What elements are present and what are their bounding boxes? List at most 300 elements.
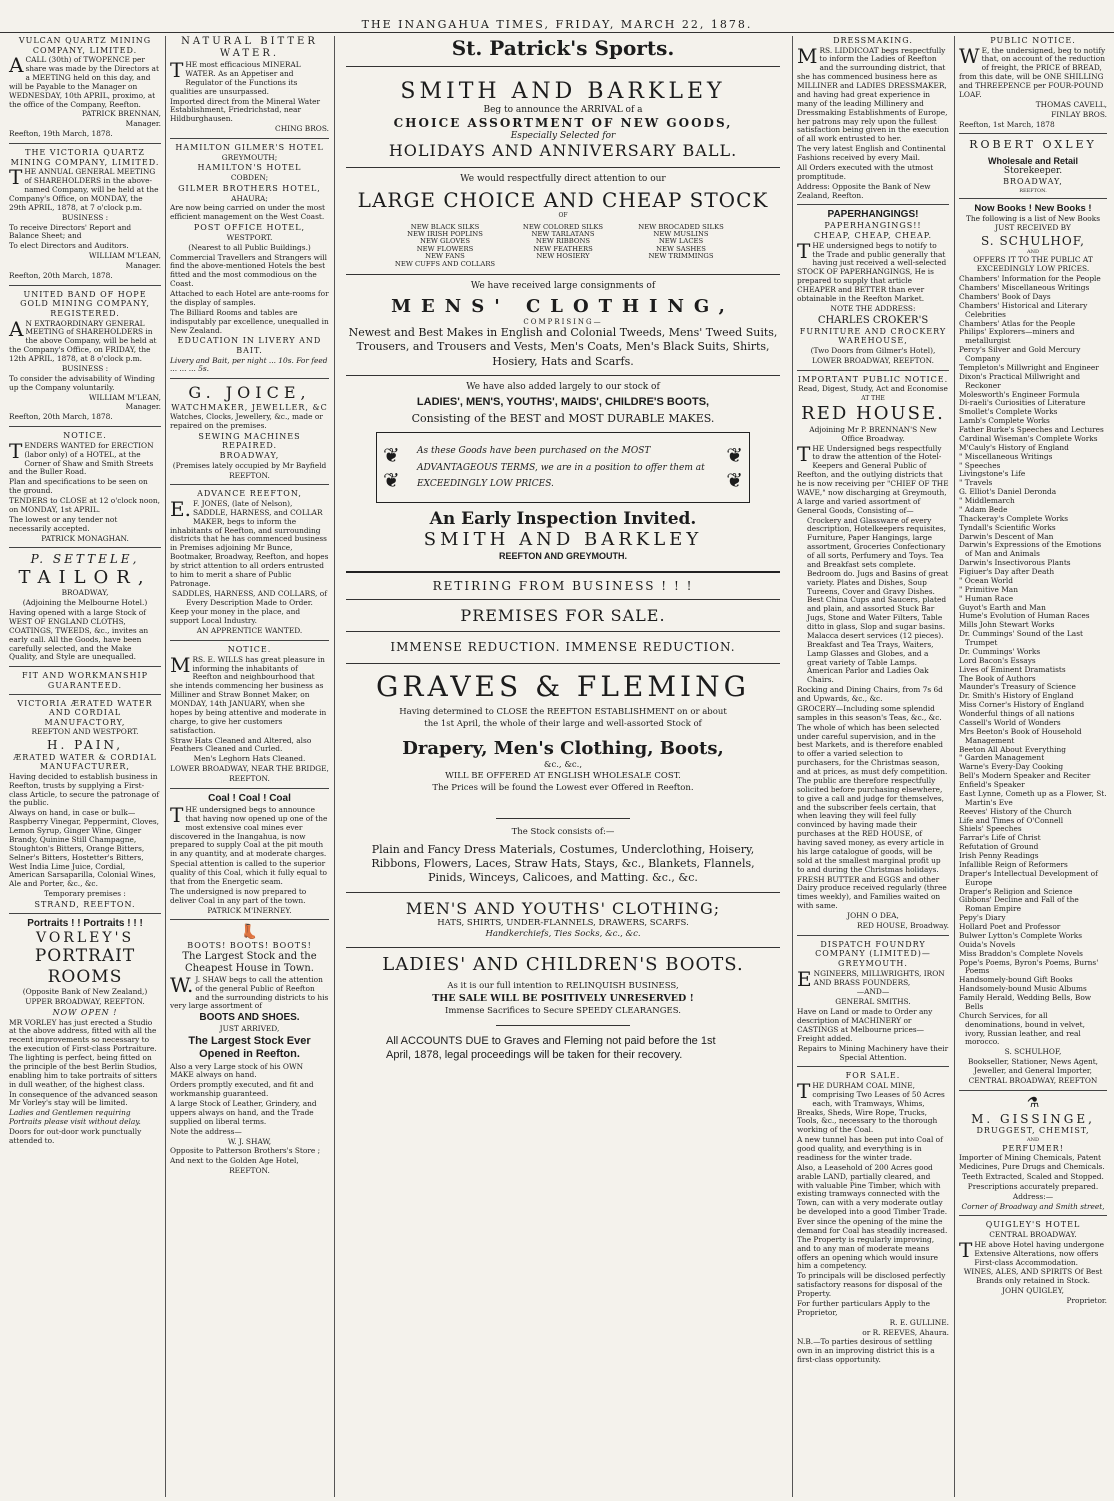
ad-body: Watches, Clocks, Jewellery, &c., made or repaired on the premises. xyxy=(170,412,323,430)
book-list-item: Dr. Smith's History of England xyxy=(959,691,1074,701)
ad-stock: Always on hand, in case or bulk—Raspberry Vinegar, Peppermint, Cloves, Lemon Syrup, Ginger Wine, Ginger Brandy, Quinine Still Champagne, Stoughton's Bitters, Orange Bitters, Selner's Bitters, Hostetter's Bitters, West India Lime Juice, Cordial, American Sarsaparilla, Colonial Wines, Ale and Porter, &c., &c. xyxy=(9,808,159,889)
book-list-item: Handsomely-bound Music Albums xyxy=(959,984,1087,994)
column-1 xyxy=(6,36,164,1497)
ad-text: And next to the Golden Age Hotel, xyxy=(170,1156,299,1166)
book-list-item: Gibbons' Decline and Fall of the Roman Empire xyxy=(959,895,1079,914)
ad-date: Reefton, 20th March, 1878. xyxy=(9,412,113,422)
ad-body: W.J. SHAW begs to call the attention of the general Public of Reefton and the surrounding districts to his very large assortment of xyxy=(170,972,329,1011)
ad-arrived: JUST ARRIVED, xyxy=(219,1024,280,1034)
divider xyxy=(346,892,780,893)
ad-sacrifices: Immense Sacrifices to Secure SPEEDY CLEARANGES. xyxy=(445,1005,681,1016)
book-list xyxy=(959,275,1107,1047)
ad-plain: Plain and Fancy Dress Materials, Costumes, Underclothing, Hoisery, Ribbons, Flowers, Laces, Straw Hats, Stays, &c., Blankets, Flannels, Pinids, Winceys, Calicoes, and Matting. &c., &c. xyxy=(371,842,755,885)
ad-coal xyxy=(170,793,329,921)
ad-trade: DRUGGEST, CHEMIST, xyxy=(976,1125,1090,1135)
ad-town: REEFTON. xyxy=(229,774,270,784)
ad-title: UNITED BAND OF HOPE GOLD MINING COMPANY, REGISTERED. xyxy=(20,289,150,318)
book-list-item: Molesworth's Engineer Formula xyxy=(959,389,1080,399)
ad-text: The Billiard Rooms and tables are indisputably par excellence, unequalled in New Zealand. xyxy=(170,307,329,335)
book-list-item: Cardinal Wiseman's Complete Works xyxy=(959,433,1098,443)
book-list-item: Bulwer Lytton's Complete Works xyxy=(959,930,1083,940)
ad-name: VORLEY'S xyxy=(35,929,135,946)
divider xyxy=(496,818,630,819)
ad-of: OF xyxy=(558,212,568,220)
ad-body: Are now being carried on under the most efficient management on the West Coast. xyxy=(170,203,325,222)
ad-date: Reefton, 1st March, 1878 xyxy=(959,119,1055,129)
ad-opposite: (Opposite Bank of New Zealand,) xyxy=(22,987,148,997)
ad-intro: The following is a list of New Books JUST RECEIVED BY xyxy=(965,214,1101,233)
ad-signature: FINLAY BROS. xyxy=(1051,109,1107,119)
ad-oxley xyxy=(959,138,1107,198)
silk-item: NEW RIBBONS xyxy=(535,237,591,246)
ad-prices: Livery and Bait, per night ... 10s. For feed ... ... ... 5s. xyxy=(170,355,328,374)
ad-title: SEWING MACHINES REPAIRED. xyxy=(198,431,301,451)
ad-body: MRS. E. WILLS has great pleasure in informing the inhabitants of Reefton and neighbourhood that she intends commencing her business as Milliner and Straw Bonnet Maker, on MONDAY, 14th JANUARY, when she hopes by being attentive and moderate in charge, to give her customers satisfaction. xyxy=(170,652,327,735)
ad-title: NOTICE. xyxy=(63,431,107,441)
book-list-item: Draper's Religion and Science xyxy=(959,886,1073,896)
book-list-item: Chambers' Historical and Literary Celebrities xyxy=(959,300,1088,319)
book-list-item: Dixon's Practical Millwright and Reckoner xyxy=(959,371,1081,390)
book-list-item: Chambers' Atlas for the People xyxy=(959,318,1076,328)
ad-notice xyxy=(9,431,161,548)
silk-item: NEW CUFFS AND COLLARS xyxy=(394,259,496,268)
book-list-item: Miss Braddon's Complete Novels xyxy=(959,948,1083,958)
ad-title: VULCAN QUARTZ MINING COMPANY, LIMITED. xyxy=(18,36,152,55)
book-list-item: G. Elliot's Daniel Deronda xyxy=(959,487,1057,497)
ad-youths: MEN'S AND YOUTHS' CLOTHING; xyxy=(405,898,721,918)
ad-joice xyxy=(170,383,329,485)
ornament-icon: ❦ xyxy=(383,443,400,468)
ad-firm2: SMITH AND BARKLEY xyxy=(423,529,703,551)
ad-dressmaking xyxy=(797,36,949,205)
ad-title: DRESSMAKING. xyxy=(833,36,913,45)
ad-doors: (Two Doors from Gilmer's Hotel), xyxy=(810,345,936,355)
ad-etc: &c., &c., xyxy=(543,759,583,770)
ad-hope xyxy=(9,290,161,427)
divider xyxy=(346,167,780,168)
ornament-icon: ❦ xyxy=(726,443,743,468)
ad-text: All Orders executed with the utmost promptitude. xyxy=(797,162,934,181)
ad-text: For further particulars Apply to the Proprietor, xyxy=(797,1298,930,1317)
ad-town: REEFTON. xyxy=(229,470,270,480)
ad-red-house xyxy=(797,375,949,936)
ad-street: CENTRAL BROADWAY, REEFTON xyxy=(968,1075,1098,1085)
ad-for-sale xyxy=(797,1071,949,1369)
ad-signature: PATRICK MONAGHAN. xyxy=(41,533,129,543)
ad-open: NOW OPEN ! xyxy=(52,1007,118,1017)
ad-body: Having decided to establish business in Reefton, trusts by supplying a First-class Article, to secure the patronage of the public. xyxy=(9,771,160,808)
ad-body: THE undersigned begs to notify to the Trade and public generally that having just received a well-selected STOCK OF PAPERHANGINGS, He is prepared to supply that article CHEAPER and BETTER than ever obtainable in the Reefton Market. xyxy=(797,238,947,303)
book-list-item: Refutation of Ground xyxy=(959,842,1039,852)
ad-graves-fleming xyxy=(346,579,780,1066)
book-list-item: Darwin's Insectivorous Plants xyxy=(959,558,1071,568)
ad-trade: Wholesale and Retail xyxy=(987,155,1079,166)
ad-boxed xyxy=(376,432,750,503)
ad-text: A new tunnel has been put into Coal of good quality, and everything is in readiness for the winter trade. xyxy=(797,1135,943,1162)
ad-title: QUIGLEY'S HOTEL xyxy=(985,1220,1081,1230)
ad-towns: REEFTON AND GREYMOUTH. xyxy=(498,550,627,561)
ad-street: BROADWAY, xyxy=(219,451,280,461)
mortar-pestle-icon: ⚗ xyxy=(1026,1094,1040,1111)
ad-street: UPPER BROADWAY, REEFTON. xyxy=(25,997,145,1007)
ad-title: FOR SALE. xyxy=(845,1071,901,1081)
silk-item: NEW MUSLINS xyxy=(653,230,709,239)
ad-name: M. GISSINGE, xyxy=(971,1111,1095,1126)
book-list-item: Cassell's World of Wonders xyxy=(959,717,1061,727)
ad-text: Address: Opposite the Bank of New Zealand, Reefton. xyxy=(797,181,931,200)
ad-body: AN EXTRAORDINARY GENERAL MEETING of SHAREHOLDERS in the above Company, will be held at the Company's Office, on FRIDAY, the 12th APRIL, 1878, at 8 o'clock p.m. xyxy=(9,316,157,364)
column-4 xyxy=(794,36,952,1497)
ad-large: LARGE CHOICE AND CHEAP STOCK xyxy=(357,188,769,213)
book-list-item: " Miscellaneous Writings xyxy=(959,451,1053,461)
book-list-item: Maunder's Treasury of Science xyxy=(959,682,1076,692)
ad-name: S. SCHULHOF, xyxy=(981,233,1085,248)
silk-item: NEW LACES xyxy=(658,237,704,246)
ad-text: Keep your money in the place, and support Local Industry. xyxy=(170,607,301,626)
masthead-title: THE INANGAHUA TIMES, FRIDAY, MARCH 22, 1878. xyxy=(361,18,753,31)
ad-public-notice xyxy=(959,36,1107,134)
ad-retiring: RETIRING FROM BUSINESS ! ! ! xyxy=(432,578,694,593)
ad-wills xyxy=(170,645,329,789)
ad-smiths: GENERAL SMITHS. xyxy=(835,997,911,1007)
ornament-icon: ❦ xyxy=(383,467,400,492)
book-list-item: Smollet's Complete Works xyxy=(959,407,1058,417)
ad-pain xyxy=(9,699,161,914)
ad-text: Address:— xyxy=(1012,1191,1054,1201)
ad-adjoining: Adjoining Mr P. BRENNAN'S New Office Broadway. xyxy=(809,424,937,443)
ad-text: FRESH BUTTER and EGGS and other Dairy produce received regularly (three times weekly), and Families waited on with same. xyxy=(797,874,947,911)
ad-boxed-text: As these Goods have been purchased on the MOST ADVANTAGEOUS TERMS, we are in a position to offer them at EXCEEDINGLY LOW PRICES. xyxy=(417,446,705,489)
ad-prices: The Prices will be found the Lowest ever Offered in Reefton. xyxy=(432,782,694,793)
ad-town: REEFTON. xyxy=(1019,187,1047,194)
ad-text: Also, a Leasehold of 200 Acres good arable LAND, partially cleared, and with valuable Pine Timber, which with existing tramways connected with the Town, can with a very moderate outlay be developed into a good Timber Trade. xyxy=(797,1162,948,1217)
ad-body: TENDERS WANTED for ERECTION (labor only) of a HOTEL, at the Corner of Shaw and Smith Streets and the Buller Road. xyxy=(9,438,154,477)
ad-jones xyxy=(170,489,329,641)
ad-signature: W. J. SHAW, xyxy=(227,1136,272,1146)
ornament-icon: ❦ xyxy=(726,467,743,492)
book-list-item: Di-raeli's Curiosities of Literature xyxy=(959,398,1086,408)
book-list-item: Infallible Reign of Reformers xyxy=(959,859,1068,869)
ad-text: The very latest English and Continental Fashions received by every Mail. xyxy=(797,144,946,163)
book-list-item: Hume's Evolution of Human Races xyxy=(959,611,1090,621)
ad-address: (Adjoining the Melbourne Hotel.) xyxy=(22,598,148,608)
ad-holidays: HOLIDAYS AND ANNIVERSARY BALL. xyxy=(388,141,738,161)
ad-sub: RED HOUSE, Broadway. xyxy=(857,920,949,930)
book-list-item: Mills John Stewart Works xyxy=(959,620,1055,630)
ad-title: HAMILTON GILMER'S HOTEL xyxy=(175,143,324,152)
masthead xyxy=(0,2,1114,33)
boot-icon: 👢 xyxy=(240,924,259,941)
book-list-item: " Adam Bede xyxy=(959,504,1008,514)
ad-text: Corner of Broadway and Smith street, xyxy=(961,1201,1105,1211)
ad-paperhangings xyxy=(797,209,949,370)
ad-street: BROADWAY, xyxy=(61,588,109,598)
ad-name: P. SETTELE, xyxy=(30,552,140,567)
ad-text: Orders promptly executed, and fit and workmanship guaranteed. xyxy=(170,1080,314,1099)
ad-newest: Newest and Best Makes in English and Colonial Tweeds, Mens' Tweed Suits, Trousers, and Trousers and Vests, Men's Coats, Men's Black Suits, Shirts, Hosiery, Hats and Scarfs. xyxy=(348,326,778,368)
book-list-item: Irish Penny Readings xyxy=(959,851,1039,860)
ad-street: LOWER BROADWAY, NEAR THE BRIDGE, xyxy=(170,764,329,774)
ad-text: Plan and specifications to be seen on the ground. xyxy=(9,477,148,496)
ad-stock: The Stock consists of:— xyxy=(511,827,615,838)
ad-text: The whole of which has been selected under careful supervision, and in the best Markets, and is therefore enabled to offer a varied selection to purchasers, for the Christmas season, and at prices, as must defy competition. The public are therefore respectfully solicited before purchasing elsewhere, to give a call and judge for themselves, and the subscriber feels certain, that when leaving they will feel fully convinced by having made their purchases at the RED HOUSE, of having saved money, as every article in his large catalogue of goods, will be sold at the smallest marginal profit up to and during the Christmas holidays. xyxy=(797,722,948,874)
ad-shaw xyxy=(170,924,329,1180)
ad-title: THE VICTORIA QUARTZ MINING COMPANY, LIMITED. xyxy=(10,148,160,167)
ad-street: LOWER BROADWAY, REEFTON. xyxy=(812,355,934,365)
divider xyxy=(346,274,780,275)
book-list-item: Percy's Silver and Gold Mercury Company xyxy=(959,345,1081,363)
ad-ladiesboots: LADIES' AND CHILDREN'S BOOTS. xyxy=(382,953,744,975)
ad-body: ACALL (30th) of TWOPENCE per share was made by the Directors at a MEETING held on this day, and will be Payable to the Manager on WEDNESDAY, 10th APRIL, proximo, at the office of the Company, Reefton. xyxy=(9,53,159,109)
book-list-item: Enfield's Speaker xyxy=(959,780,1025,789)
book-list-item: Church Services, for all denominations, bound in velvet, ivory, Russian leather, and real morocco. xyxy=(959,1010,1085,1047)
ad-loc: COBDEN; xyxy=(230,173,269,183)
ad-text: N.B.—To parties desirous of settling own in an improving district this is a first-class opportunity. xyxy=(797,1337,935,1365)
ad-at: AT THE xyxy=(861,395,885,403)
ad-signature: WILLIAM M'LEAN, xyxy=(88,251,161,261)
ad-text: SADDLES, HARNESS, AND COLLARS, of Every Description Made to Order. xyxy=(172,588,327,607)
book-list-item: Chambers' Book of Days xyxy=(959,291,1051,301)
ad-added: We have also added largely to our stock of xyxy=(466,382,660,393)
ad-signature: WILLIAM M'LEAN, xyxy=(88,392,161,402)
ad-body: THE ANNUAL GENERAL MEETING of SHAREHOLDERS in the above-named Company, will be held at the Company's Office, on MONDAY, the 29th APRIL, 1878, at 7 o'clock p.m. xyxy=(9,165,159,212)
ad-trade: FURNITURE AND CROCKERY WAREHOUSE, xyxy=(799,326,947,346)
ad-item: To consider the advisability of Winding up the Company voluntarily. xyxy=(9,373,156,392)
book-list-item: Lord Bacon's Essays xyxy=(959,655,1036,665)
ad-shoes: BOOTS AND SHOES. xyxy=(199,1012,300,1024)
ad-determined: Having determined to CLOSE the REEFTON ESTABLISHMENT on or about the 1st April, the whole of their large and well-assorted Stock of xyxy=(399,707,727,729)
ad-role: Manager. xyxy=(125,402,161,412)
ad-handkerchiefs: Handkerchiefs, Ties Socks, &c., &c. xyxy=(485,929,641,940)
ad-sub: REEFTON AND WESTPORT. xyxy=(31,727,139,737)
ad-role: Manager. xyxy=(125,261,161,270)
ad-title: ADVANCE REEFTON, xyxy=(197,489,302,499)
ad-title: GILMER BROTHERS HOTEL, xyxy=(178,183,321,193)
ad-text: Prescriptions accurately prepared. xyxy=(967,1181,1099,1191)
ad-note: NOTE THE ADDRESS: xyxy=(830,303,916,313)
ad-business: BUSINESS : xyxy=(61,212,109,222)
ad-text: Special attention is called to the superior quality of this Coal, which it fully equal to that from the Energetic seam. xyxy=(170,859,327,886)
ad-text: Doors for out-door work punctually attended to. xyxy=(9,1127,142,1145)
ad-text: Ladies and Gentlemen requiring Portraits please visit without delay. xyxy=(9,1108,141,1127)
ad-and: AND xyxy=(1027,249,1039,256)
column-rule xyxy=(334,36,335,1497)
ad-item: To receive Directors' Report and Balance Sheet; and xyxy=(9,222,132,241)
ad-read: Read, Digest, Study, Act and Economise xyxy=(798,384,948,394)
ad-title: Coal ! Coal ! Coal xyxy=(208,792,291,804)
ad-trade: WATCHMAKER, JEWELLER, &C xyxy=(171,402,328,412)
book-list-item: East Lynne, Cometh up as a Flower, St. Martin's Eve xyxy=(959,788,1107,807)
book-list-item: Livingstone's Life xyxy=(959,469,1026,479)
ad-date: Reefton, 19th March, 1878. xyxy=(9,129,113,139)
ad-and: AND xyxy=(1027,1136,1039,1143)
ad-text: WINES, ALES, AND SPIRITS Of Best Brands only retained in Stock. xyxy=(963,1267,1103,1286)
ad-offers: OFFERS IT TO THE PUBLIC AT EXCEEDINGLY LOW PRICES. xyxy=(973,255,1093,274)
ad-accounts: All ACCOUNTS DUE to Graves and Fleming not paid before the 1st April, 1878, legal proceedings will be taken for their recovery. xyxy=(386,1034,716,1062)
book-list-item: Shiels' Speeches xyxy=(959,824,1022,834)
ad-body: THE Undersigned begs respectfully to draw the attention of the Hotel-Keepers and General Public of Reefton, and the outlying districts that he is now receiving per "CHIEF OF THE WAVE," now discharging at Greymouth, A large and varied assortment of General Goods, Consisting of— xyxy=(797,441,949,515)
ad-street: CENTRAL BROADWAY. xyxy=(989,1229,1077,1239)
divider xyxy=(346,947,780,948)
book-list-item: Chambers' Miscellaneous Writings xyxy=(959,283,1090,292)
book-list-item: Family Herald, Wedding Bells, Bow Bells xyxy=(959,993,1092,1011)
book-list-item: Mrs Beeton's Book of Household Management xyxy=(959,726,1082,745)
ad-loc: WESTPORT. xyxy=(226,232,273,242)
book-list-item: Warne's Every-Day Cooking xyxy=(959,762,1064,772)
ad-body: THE undersigned begs to announce that having now opened up one of the most extensive coal mines ever discovered in the Inangahua, is now prepared to supply Coal at the pit mouth in any quantity, and at moderate charges. xyxy=(170,802,328,859)
ad-unreserved: THE SALE WILL BE POSITIVELY UNRESERVED ! xyxy=(432,992,694,1004)
ad-trade: TAILOR, xyxy=(18,566,152,588)
book-list-item: Darwin's Expressions of the Emotions of Man and Animals xyxy=(959,540,1102,559)
divider xyxy=(346,663,780,664)
book-list-item: Beeton All About Everything xyxy=(959,744,1066,754)
ad-body: Importer of Mining Chemicals, Patent Medicines, Pure Drugs and Chemicals. xyxy=(959,1153,1105,1171)
ad-firm: SMITH AND BARKLEY xyxy=(400,79,726,104)
silk-item: NEW TRIMMINGS xyxy=(648,252,714,261)
ad-title: NATURAL BITTER WATER. xyxy=(181,36,318,59)
ad-vorley xyxy=(9,918,161,1150)
ad-victoria xyxy=(9,148,161,286)
book-list-item: " Human Race xyxy=(959,593,1014,603)
ad-body: THE most efficacious MINERAL WATER. As an Appetiser and Regulator of the Functions its qualities are unsurpassed. xyxy=(170,58,301,96)
silk-item: NEW FANS xyxy=(425,252,465,261)
ad-settele xyxy=(9,552,161,667)
ad-title: EDUCATION IN LIVERY AND BAIT. xyxy=(177,336,322,355)
book-list-item: Chambers' Information for the People xyxy=(959,274,1101,284)
ad-graves: GRAVES & FLEMING xyxy=(376,669,750,703)
ad-title: St. Patrick's Sports. xyxy=(451,36,675,60)
ad-name: CHARLES CROKER'S xyxy=(817,314,929,326)
silk-item: NEW BROCADED SILKS xyxy=(638,222,724,231)
ad-body: MR VORLEY has just erected a Studio at the above address, fitted with all the recent improvements so necessary to the execution of First-class Portraiture. The lighting is perfect, being fitted on the principle of the best Berlin Studios, enabling him to take portraits of sitters in dull weather, of the highest class. xyxy=(9,1017,158,1089)
ad-loc: AHAURA; xyxy=(231,193,268,203)
ad-text: A large Stock of Leather, Grindery, and uppers always on hand, and the Trade supplied on liberal terms. xyxy=(170,1099,317,1126)
ad-premises: Temporary premises : xyxy=(44,889,126,899)
ad-body: MRS. LIDDICOAT begs respectfully to inform the Ladies of Reefton and the surrounding district, that she has commenced business here as MILLINER and LADIES DRESSMAKER, and having had great experience in many of the leading Millinery and Dressmaking Establishments of Europe, her patrons may rely upon the fullest satisfaction being given in the execution of all work entrusted to her. xyxy=(797,43,949,144)
book-list-item: M'Cauly's History of England xyxy=(959,442,1069,452)
ad-street: BROADWAY, xyxy=(1003,177,1063,187)
book-list-item: Thackeray's Complete Works xyxy=(959,513,1068,523)
ad-text: Straw Hats Cleaned and Altered, also Feathers Cleaned and Curled. xyxy=(170,735,312,754)
ad-cheap: CHEAP, CHEAP, CHEAP. xyxy=(813,231,933,241)
ad-role: Bookseller, Stationer, News Agent, Jeweller, and General Importer, xyxy=(967,1057,1099,1075)
ad-signature: JOHN O DEA, xyxy=(847,911,899,921)
ad-gissinge xyxy=(959,1095,1107,1217)
book-list-item: Life and Times of O'Connell xyxy=(959,815,1064,825)
ad-trade: ÆRATED WATER & CORDIAL MANUFACTURER, xyxy=(13,752,157,772)
book-list-item: Farrar's Life of Christ xyxy=(959,833,1041,843)
ad-text: Rocking and Dining Chairs, from 7s 6d and Upwards, &c., &c. xyxy=(797,685,943,704)
book-list-item: " Primitive Man xyxy=(959,584,1018,594)
ad-announce: Beg to announce the ARRIVAL of a xyxy=(483,105,643,116)
ad-text: Opposite to Patterson Brothers's Store ; xyxy=(170,1146,321,1156)
ad-body: Having opened with a large Stock of WEST OF ENGLAND CLOTHS, COATINGS, TWEEDS, &c., invites an early call. All the Goods, have been carefully selected, and the Make Quality, and Style are unequalled. xyxy=(9,608,149,662)
ad-intention: As it is our full intention to RELINQUISH BUSINESS, xyxy=(447,981,679,992)
book-list-item: Bell's Modern Speaker and Reciter xyxy=(959,771,1091,781)
book-list-item: Dr. Cummings' Works xyxy=(959,646,1041,656)
book-list-item: Lives of Eminent Dramatists xyxy=(959,664,1066,674)
silk-item: NEW HOSIERY xyxy=(536,252,590,261)
ad-text: Ever since the opening of the mine the demand for Coal has steadily increased. The Property is regularly improving, and to any man of moderate means offers an opening which would insure him a competency. xyxy=(797,1217,948,1271)
silk-item: NEW GLOVES xyxy=(420,237,470,246)
ad-text: Repairs to Mining Machinery have their Special Attention. xyxy=(797,1043,949,1062)
divider xyxy=(346,571,780,573)
divider xyxy=(346,375,780,376)
ad-text: Note the address— xyxy=(170,1126,242,1136)
ad-reduction: IMMENSE REDUCTION. IMMENSE REDUCTION. xyxy=(390,640,736,655)
ad-smith-barkley xyxy=(346,36,780,565)
ad-body: THE above Hotel having undergone Extensive Alterations, now offers First-class Accommodation. xyxy=(959,1237,1104,1267)
ad-text: Commercial Travellers and Strangers will find the above-mentioned Hotels the best fitted and the most commodious on the Coast. xyxy=(170,252,328,289)
divider xyxy=(346,631,780,632)
ad-title: Now Books ! New Books ! xyxy=(974,202,1092,214)
ad-books xyxy=(959,203,1107,1091)
ad-signature: CHING BROS. xyxy=(275,124,329,134)
ad-especially: Especially Selected for xyxy=(510,130,616,141)
book-list-item: Wonderful things of all nations xyxy=(959,709,1075,718)
ad-attention: We would respectfully direct attention to our xyxy=(460,173,666,184)
ad-role: Manager. xyxy=(125,119,161,129)
ad-name: ROBERT OXLEY xyxy=(969,138,1097,152)
ad-body: ENGINEERS, MILLWRIGHTS, IRON AND BRASS FOUNDERS, xyxy=(797,966,945,991)
ad-text: Attached to each Hotel are ante-rooms for the display of samples. xyxy=(170,289,329,307)
ad-signature: THOMAS CAVELL, xyxy=(1035,99,1107,109)
ad-consisting: Consisting of the BEST and MOST DURABLE MAKES. xyxy=(411,412,715,426)
ad-title: FIT AND WORKMANSHIP GUARANTEED. xyxy=(21,671,149,690)
book-list-item: " Speeches xyxy=(959,460,1001,470)
ad-title: BOOTS! BOOTS! BOOTS! xyxy=(187,941,312,951)
silk-item: NEW BLACK SILKS xyxy=(410,222,480,231)
ad-name: H. PAIN, xyxy=(46,738,124,753)
ad-business: BUSINESS : xyxy=(61,363,109,373)
silk-item: NEW FLOWERS xyxy=(416,244,474,253)
ad-signature: JOHN QUIGLEY, xyxy=(1002,1286,1064,1296)
book-list-item: Handsomely-bound Gift Books xyxy=(959,975,1073,985)
ad-date: Reefton, 20th March, 1878. xyxy=(9,270,113,280)
ad-text: The lowest or any tender not necessarily accepted. xyxy=(9,514,118,533)
ad-title: PAPERHANGINGS! xyxy=(827,209,919,221)
ad-fit xyxy=(9,671,161,694)
ad-body: WE, the undersigned, beg to notify that, on account of the reduction of freight, the PRICE of BREAD, from this date, will be ONE SHILLING and THREEPENCE per FOUR-POUND LOAF. xyxy=(959,43,1106,99)
book-list-item: Lamb's Complete Works xyxy=(959,416,1050,426)
book-list-item: Templeton's Millwright and Engineer xyxy=(959,362,1099,372)
ad-signature: S. SCHULHOF, xyxy=(1004,1047,1062,1057)
book-list-item: Draper's Intellectual Development of Europe xyxy=(959,868,1098,887)
book-list-item: " Travels xyxy=(959,478,993,488)
divider xyxy=(496,1025,630,1026)
ad-and: —AND— xyxy=(856,987,890,997)
book-list-item: Pope's Poems, Byron's Poems, Burns' Poems xyxy=(959,957,1099,976)
ad-signature: or R. REEVES, Ahaura. xyxy=(862,1327,949,1337)
book-list-item: Philips' Explorers—miners and metallurgist xyxy=(959,327,1075,346)
silk-item: NEW FEATHERS xyxy=(533,244,593,253)
book-list-item: Ouida's Novels xyxy=(959,939,1016,949)
ad-store: Storekeeper. xyxy=(1003,166,1063,177)
ad-item: To elect Directors and Auditors. xyxy=(9,241,129,251)
ad-largest: The Largest Stock and the Cheapest House in Town. xyxy=(182,950,317,974)
silk-item: NEW COLORED SILKS xyxy=(522,222,604,231)
column-rule xyxy=(954,36,955,1497)
ad-comprising: COMPRISING— xyxy=(523,317,603,326)
book-list-item: " Middlemarch xyxy=(959,496,1015,505)
ad-premises: PREMISES FOR SALE. xyxy=(460,606,666,626)
ad-text: Also a very Large stock of his OWN MAKE always on hand. xyxy=(170,1061,304,1080)
book-list-item: Father Burke's Speeches and Lectures xyxy=(959,425,1104,434)
ad-role: Proprietor. xyxy=(1066,1296,1107,1306)
ad-quigley xyxy=(959,1220,1107,1310)
silk-item: NEW SASHES xyxy=(656,244,706,253)
column-2 xyxy=(167,36,332,1497)
